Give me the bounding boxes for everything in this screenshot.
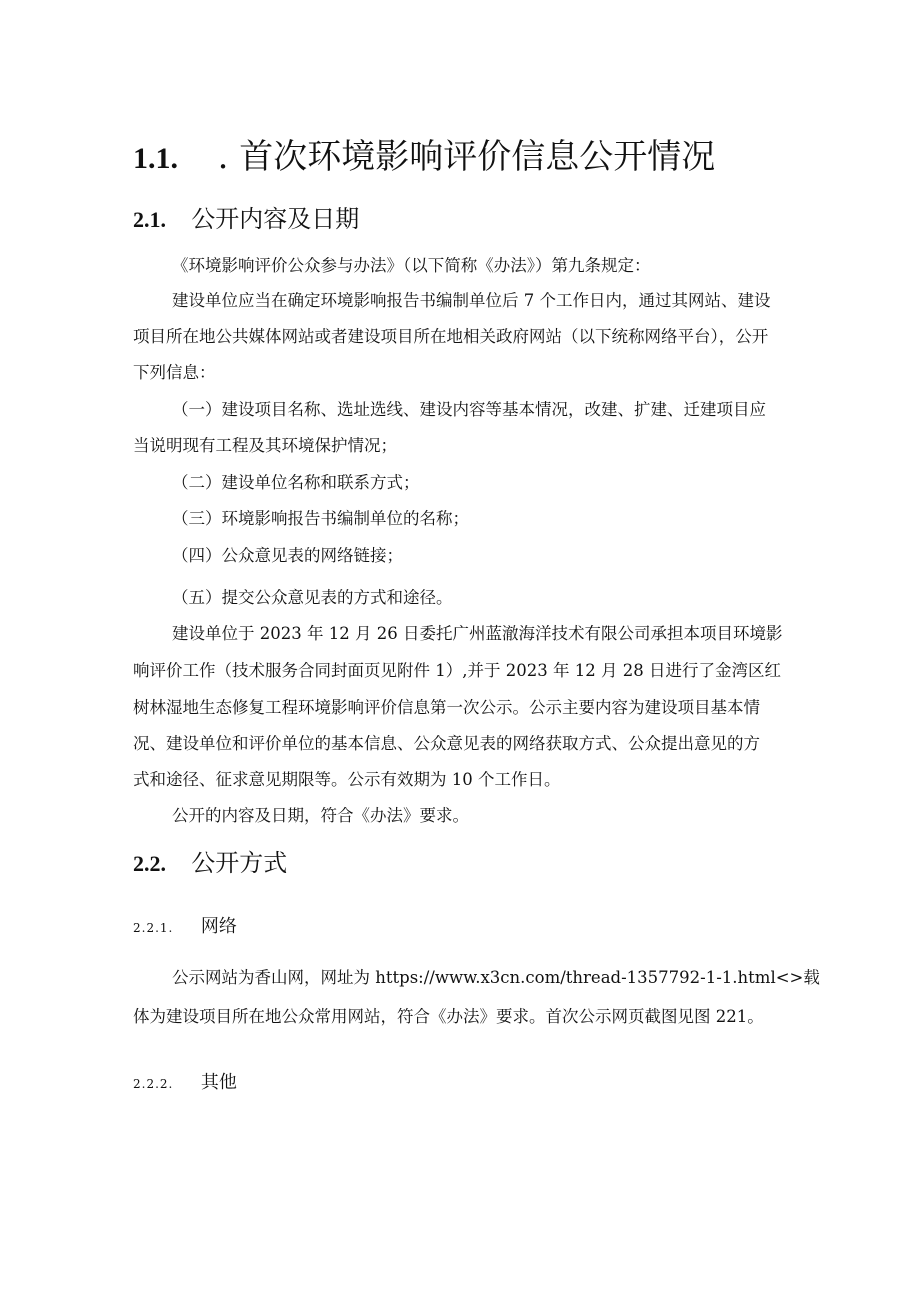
paragraph-web-line: 体为建设项目所在地公众常用网站，符合《办法》要求。首次公示网页截图见图 221。 (133, 1007, 764, 1026)
paragraph-entrust-line: 响评价工作（技术服务合同封面页见附件 1）,并于 2023 年 12 月 28 日进行了金湾区红 (133, 661, 781, 680)
paragraph-entrust-line: 建设单位于 2023 年 12 月 26 日委托广州蓝澈海洋技术有限公司承担本项目环境影 (172, 624, 783, 643)
list-item-2: （二）建设单位名称和联系方式； (172, 473, 420, 492)
paragraph-entrust-line: 树林湿地生态修复工程环境影响评价信息第一次公示。公示主要内容为建设项目基本情 (133, 698, 760, 717)
heading-title: 公开方式 (191, 849, 288, 877)
paragraph-web-line: 公示网站为香山网，网址为 https://www.x3cn.com/thread-1357792-1-1.html<>载 (172, 968, 820, 987)
list-item-1: （一）建设项目名称、选址选线、建设内容等基本情况，改建、扩建、迁建项目应 (172, 400, 766, 419)
paragraph-entrust-line: 况、建设单位和评价单位的基本信息、公众意见表的网络获取方式、公众提出意见的方 (133, 734, 760, 753)
heading-2-2-1 (133, 914, 237, 941)
heading-number: 2.2.1. (133, 921, 174, 935)
list-item-3: （三）环境影响报告书编制单位的名称； (172, 509, 469, 528)
list-item-4: （四）公众意见表的网络链接； (172, 546, 403, 565)
paragraph-entrust-line: 式和途径、征求意见期限等。公示有效期为 10 个工作日。 (133, 770, 561, 789)
paragraph-conform: 公开的内容及日期，符合《办法》要求。 (172, 806, 469, 825)
heading-title: 公开内容及日期 (191, 205, 360, 233)
list-item-1-cont: 当说明现有工程及其环境保护情况； (133, 436, 397, 455)
heading-1-1 (133, 132, 715, 184)
heading-number: 2.1. (133, 207, 166, 232)
paragraph-rule-line: 建设单位应当在确定环境影响报告书编制单位后 7 个工作日内，通过其网站、建设 (172, 291, 771, 310)
heading-number: 1.1. (133, 142, 178, 175)
paragraph-rule-line: 项目所在地公共媒体网站或者建设项目所在地相关政府网站（以下统称网络平台），公开 (133, 327, 769, 346)
heading-title: 其他 (200, 1072, 237, 1093)
heading-2-2 (133, 846, 287, 881)
heading-title: 网络 (200, 916, 237, 937)
heading-title: . 首次环境影响评价信息公开情况 (217, 137, 716, 177)
heading-number: 2.2.2. (133, 1077, 174, 1091)
heading-number: 2.2. (133, 851, 166, 876)
paragraph-intro: 《环境影响评价公众参与办法》（以下简称《办法》）第九条规定： (172, 256, 651, 275)
heading-2-1 (133, 202, 359, 237)
heading-2-2-2 (133, 1070, 237, 1097)
paragraph-rule-line: 下列信息： (133, 363, 216, 382)
list-item-5: （五）提交公众意见表的方式和途径。 (172, 588, 453, 607)
